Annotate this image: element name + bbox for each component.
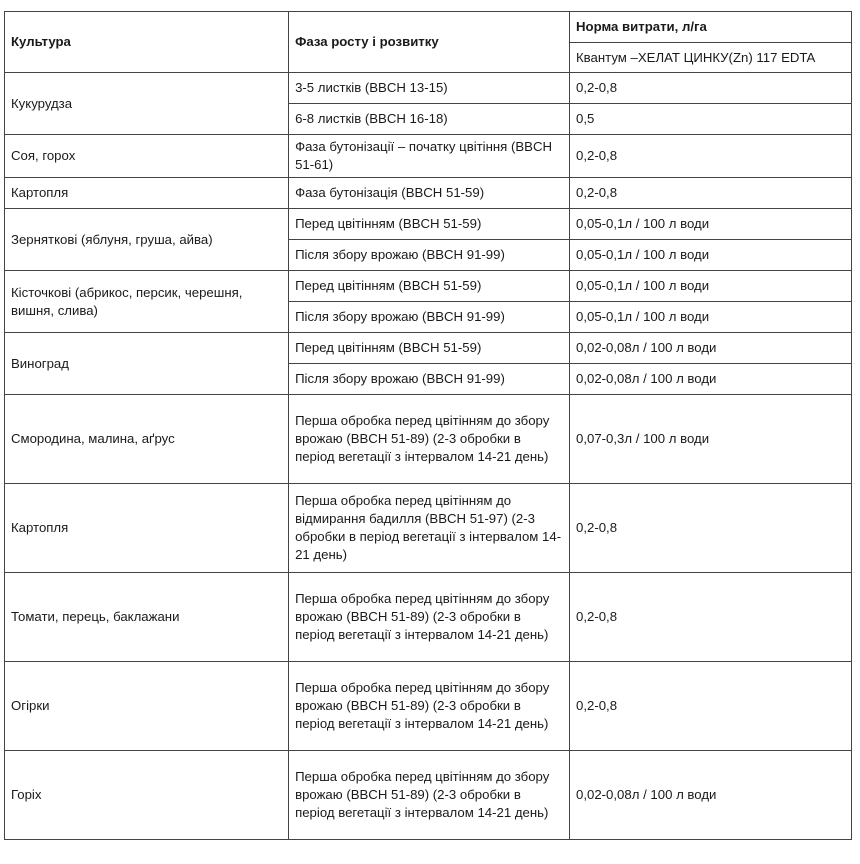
header-phase: Фаза росту і розвитку xyxy=(289,12,570,73)
norm-cell: 0,2-0,8 xyxy=(570,178,852,209)
table-row xyxy=(5,751,852,840)
culture-cell: Смородина, малина, аґрус xyxy=(5,395,289,484)
culture-cell: Картопля xyxy=(5,484,289,573)
norm-cell: 0,5 xyxy=(570,104,852,135)
culture-cell: Соя, горох xyxy=(5,135,289,178)
culture-cell: Картопля xyxy=(5,178,289,209)
norm-cell: 0,2-0,8 xyxy=(570,135,852,178)
norm-cell: 0,07-0,3л / 100 л води xyxy=(570,395,852,484)
phase-cell: Перед цвітінням (BBCH 51-59) xyxy=(289,333,570,364)
table-row xyxy=(5,333,852,364)
header-culture: Культура xyxy=(5,12,289,73)
norm-cell: 0,2-0,8 xyxy=(570,73,852,104)
table-row xyxy=(5,178,852,209)
table-row xyxy=(5,395,852,484)
table-row xyxy=(5,573,852,662)
phase-cell: Перша обробка перед цвітінням до збору врожаю (BBCH 51-89) (2-3 обробки в період вегетації з інтервалом 14-21 день) xyxy=(289,395,570,484)
norm-cell: 0,02-0,08л / 100 л води xyxy=(570,333,852,364)
culture-cell: Виноград xyxy=(5,333,289,395)
phase-cell: Перед цвітінням (BBCH 51-59) xyxy=(289,271,570,302)
table-row xyxy=(5,271,852,302)
culture-cell: Кукурудза xyxy=(5,73,289,135)
table-row xyxy=(5,73,852,104)
culture-cell: Горіх xyxy=(5,751,289,840)
culture-cell: Зерняткові (яблуня, груша, айва) xyxy=(5,209,289,271)
table-header-row xyxy=(5,12,852,43)
phase-cell: 3-5 листків (BBCH 13-15) xyxy=(289,73,570,104)
phase-cell: Перша обробка перед цвітінням до відмирання бадилля (BBCH 51-97) (2-3 обробки в період вегетації з інтервалом 14-21 день) xyxy=(289,484,570,573)
phase-cell: Після збору врожаю (BBCH 91-99) xyxy=(289,240,570,271)
phase-cell: Фаза бутонізації – початку цвітіння (BBCH 51-61) xyxy=(289,135,570,178)
table-row xyxy=(5,135,852,178)
norm-cell: 0,02-0,08л / 100 л води xyxy=(570,364,852,395)
norm-cell: 0,02-0,08л / 100 л води xyxy=(570,751,852,840)
table-row xyxy=(5,209,852,240)
phase-cell: Перша обробка перед цвітінням до збору врожаю (BBCH 51-89) (2-3 обробки в період вегетації з інтервалом 14-21 день) xyxy=(289,751,570,840)
header-product: Квантум –ХЕЛАТ ЦИНКУ(Zn) 117 EDTA xyxy=(570,43,852,73)
culture-cell: Кісточкові (абрикос, персик, черешня, вишня, слива) xyxy=(5,271,289,333)
phase-cell: Після збору врожаю (BBCH 91-99) xyxy=(289,302,570,333)
header-norm: Норма витрати, л/га xyxy=(570,12,852,43)
table-row xyxy=(5,662,852,751)
norm-cell: 0,05-0,1л / 100 л води xyxy=(570,240,852,271)
table-row xyxy=(5,484,852,573)
norm-cell: 0,2-0,8 xyxy=(570,573,852,662)
application-rates-table xyxy=(4,11,852,840)
phase-cell: Після збору врожаю (BBCH 91-99) xyxy=(289,364,570,395)
culture-cell: Огірки xyxy=(5,662,289,751)
norm-cell: 0,05-0,1л / 100 л води xyxy=(570,302,852,333)
norm-cell: 0,05-0,1л / 100 л води xyxy=(570,271,852,302)
phase-cell: Перша обробка перед цвітінням до збору врожаю (BBCH 51-89) (2-3 обробки в період вегетації з інтервалом 14-21 день) xyxy=(289,573,570,662)
phase-cell: 6-8 листків (BBCH 16-18) xyxy=(289,104,570,135)
phase-cell: Перша обробка перед цвітінням до збору врожаю (BBCH 51-89) (2-3 обробки в період вегетації з інтервалом 14-21 день) xyxy=(289,662,570,751)
phase-cell: Фаза бутонізація (BBCH 51-59) xyxy=(289,178,570,209)
phase-cell: Перед цвітінням (BBCH 51-59) xyxy=(289,209,570,240)
norm-cell: 0,2-0,8 xyxy=(570,662,852,751)
norm-cell: 0,2-0,8 xyxy=(570,484,852,573)
norm-cell: 0,05-0,1л / 100 л води xyxy=(570,209,852,240)
culture-cell: Томати, перець, баклажани xyxy=(5,573,289,662)
